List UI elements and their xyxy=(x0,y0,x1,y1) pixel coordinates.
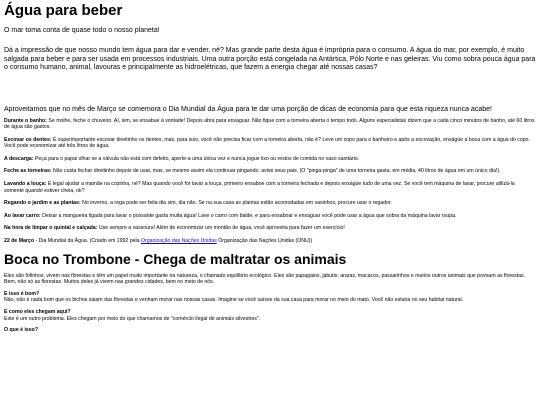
qa-item xyxy=(4,327,536,334)
tip-item xyxy=(4,213,536,220)
tip-label: Durante o banho: xyxy=(4,117,47,124)
tip-text: É superimportante escovar direitinho os dentes, mas, para isso, você não precisa ficar com a torneira aberta, não é? Leve um copo para o banheiro e após a escovação, enxágüe a boca com a água do copo. Você pode economizar até três litros de água. xyxy=(4,136,530,150)
tip-text: Não custa fechar direitinho depois de usar, mas, se mesmo assim ela continuar pingando, avise seus pais. (O "pinga-pinga" de uma torneira gasta, em média, 40 litros de água em um único dia!). xyxy=(53,168,501,175)
tip-item xyxy=(4,156,536,163)
footnote-text-end: Organização das Nações Unidas (ONU)) xyxy=(216,238,313,245)
footnote-label: 22 de Março xyxy=(4,238,34,245)
tip-item xyxy=(4,225,536,232)
page-title: Água para beber xyxy=(4,2,123,19)
un-link[interactable]: Organização das Nações Unidas xyxy=(140,238,217,245)
tip-label: Ao lavar carro: xyxy=(4,212,41,219)
tip-text: Se molhe, feche o chuveiro. Aí, sim, se ensabue à vontade! Depois abra para enxaguar. Não fique com a torneira aberta o tempo todo. Alguns especialistas dizem que a cada cinco minutos de banho, até 60 litros de água são gastos. xyxy=(4,117,535,131)
question: E como eles chegam aqui? xyxy=(4,309,71,315)
tip-text: Deixar a mangueira ligada para lavar o possante gasta muita água! Lave o carro com balde, e para ensaboar e enxaguar você pode usar a água que sobra da máquina lavar roupa. xyxy=(42,212,457,219)
tip-label: Na hora de limpar o quintal e calçada: xyxy=(4,225,98,232)
tips-list xyxy=(4,118,536,245)
lead-paragraph: Aproveitamos que no mês de Março se comemora o Dia Mundial da Água para te dar uma porção de dicas de economia para que esta riqueza nunca acabe! xyxy=(4,105,492,113)
question: E isso é bom? xyxy=(4,290,40,297)
tip-text: No inverno, a rega pode ser feita dia sim, dia não. Se na sua casa as plantas estão acomodadas em vasinhos, procure usar o regador. xyxy=(82,200,392,207)
tip-item xyxy=(4,118,536,131)
tip-item xyxy=(4,181,536,194)
answer: Não, não é nada bom que os bichos saiam das florestas e venham morar nas nossas casas. Imagine se você saísse da sua casa para morar no meio do mato. Você não estaria no seu habitat natural. xyxy=(4,297,464,304)
tip-label: Feche as torneiras: xyxy=(4,168,52,175)
tip-text: Use sempre a vassoura! Além de economizar um montão de água, você aproveita para fazer um exercício! xyxy=(98,225,345,232)
tip-item xyxy=(4,200,536,207)
tip-label: Regando o jardim e as plantas: xyxy=(4,200,81,207)
qa-item xyxy=(4,309,536,322)
qa-item xyxy=(4,291,536,304)
section-intro: Eles são fofinhos, vivem nas florestas e têm um papel muito importante na natureza, o chamado equilíbrio ecológico. Eles são papagaios, jabutis, araras, macacos, passarinhos e muitos outros animais que povoam as florestas. Bem, não só as florestas. Muitos deles já vivem nas grandes cidades, bem no meio de nós. xyxy=(4,272,526,286)
answer: Este é um outro problema. Eles chegam por meio do que chamamos de "comércio ilegal de animais silvestres". xyxy=(4,315,261,322)
intro-paragraph: Dá a impressão de que nosso mundo tem água para dar e vender, né? Mas grande parte desta água é imprópria para o consumo. A água do mar, por exemplo, é muito salgada para beber e para ser usada em processos industriais. Uma outra porção está congelada na Antártica, Pólo Norte e nas geleiras. Viu como sobra pouca água para o consumo humano, animal, lavouras e principalmente as hidroelétricas, que fazem a energia chegar até nossas casas? xyxy=(4,47,536,71)
tip-text: É legal ajudar a mamãe na cozinha, né? Mas quando você for lavar a louça, primeiro ensaboe com a torneira fechada e depois enxágüe tudo de uma vez. Se você tem máquina de lavar, procure utilizá-la somente quando estiver cheia, ok? xyxy=(4,181,515,194)
question: O que é isso? xyxy=(4,327,39,334)
section-body xyxy=(4,273,536,334)
tip-text: Peça para o papai olhar se a válvula não está com defeito, aperte-a uma única vez e nunca jogue lixo ou restos de comida no vaso sanitário. xyxy=(34,155,360,162)
tip-label: Escovar os dentes: xyxy=(4,136,52,143)
footnote-text: - Dia Mundial da Água. (Criado em 1992 pela xyxy=(34,238,141,245)
section-title: Boca no Trombone - Chega de maltratar os animais xyxy=(4,250,347,267)
tip-label: A descarga: xyxy=(4,155,34,162)
subtitle: O mar toma conta de quase todo o nosso planeta! xyxy=(4,27,160,34)
tip-item xyxy=(4,137,536,150)
tip-item xyxy=(4,168,536,175)
tip-label: Lavando a louça: xyxy=(4,181,47,188)
footnote xyxy=(4,238,536,245)
